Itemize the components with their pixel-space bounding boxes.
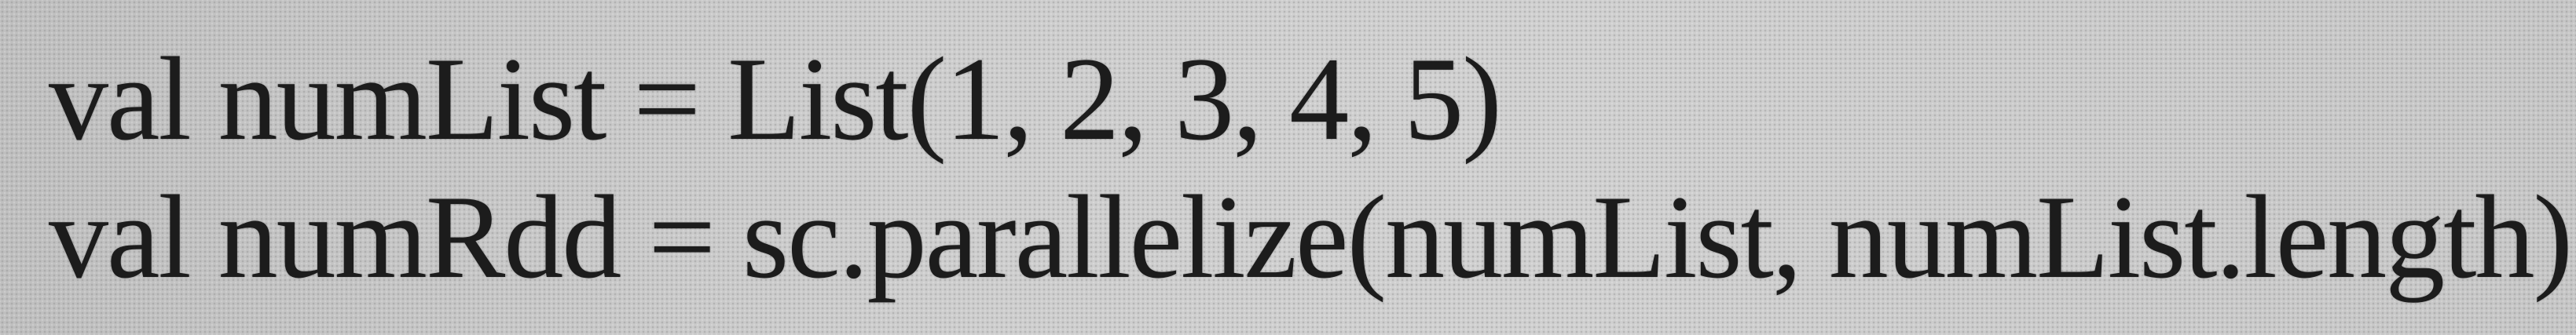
code-line-numrdd: val numRdd = sc.parallelize(numList, numList.length) xyxy=(49,171,2572,303)
code-line-numlist: val numList = List(1, 2, 3, 4, 5) xyxy=(49,33,1501,165)
code-snippet xyxy=(49,30,2572,306)
